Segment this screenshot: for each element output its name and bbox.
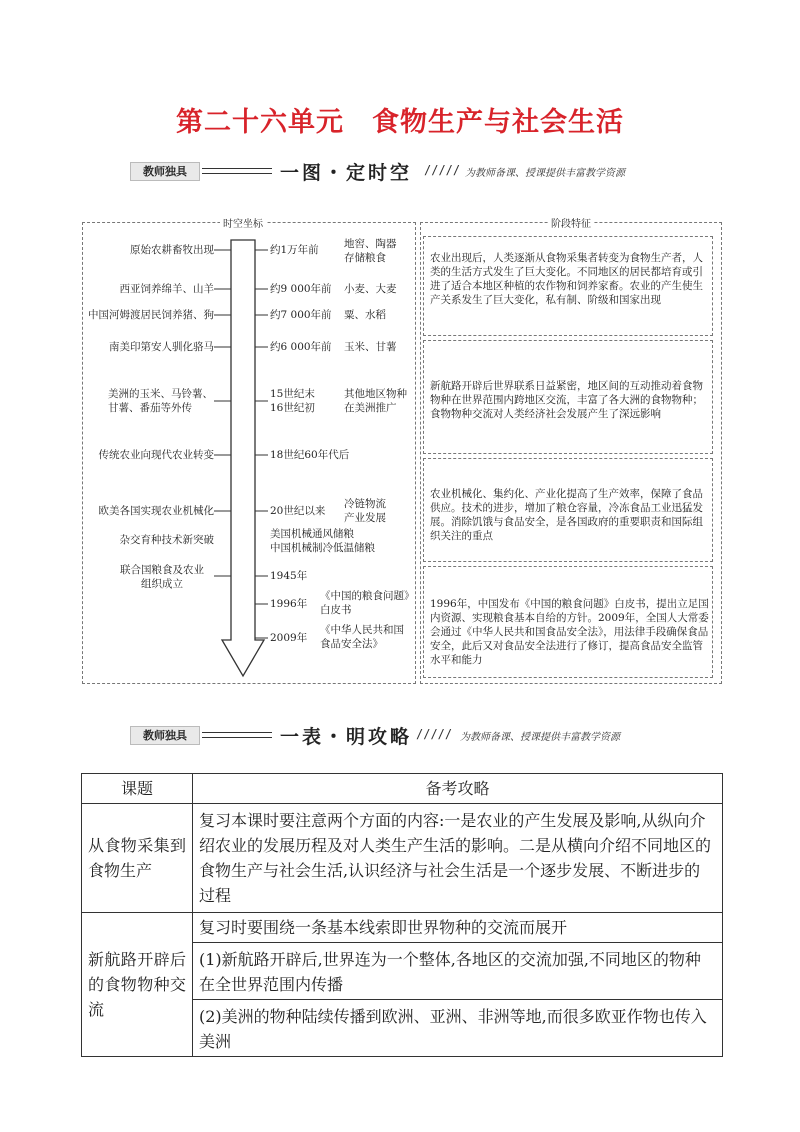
feature-box: 农业出现后，人类逐渐从食物采集者转变为食物生产者，人类的生活方式发生了巨大变化。不同地区的居民都培育或引进了适合本地区种植的农作物和饲养家畜。农业的产生使生产关系发生了巨大变化，私有制、阶级和国家出现 — [423, 236, 713, 336]
table-cell-topic: 新航路开辟后的食物物种交流 — [82, 913, 193, 1057]
section-heading: 一图・定时空 — [280, 162, 413, 184]
feature-box: 新航路开辟后世界联系日益紧密，地区间的互动推动着食物物种在世界范围内跨地区交流，丰富了各大洲的食物物种；食物物种交流对人类经济社会发展产生了深远影响 — [423, 340, 713, 454]
timeline-date: 15世纪末 16世纪初 — [270, 388, 315, 414]
timeline-date: 20世纪以来 — [270, 505, 326, 517]
table-header-row — [82, 774, 723, 804]
table-header: 课题 — [82, 774, 193, 804]
timeline-event-left: 欧美各国实现农业机械化 — [98, 505, 214, 517]
timeline-event-left: 南美印第安人驯化骆马 — [109, 341, 214, 353]
timeline-event-left: 传统农业向现代农业转变 — [98, 449, 214, 461]
timeline-event-left: 杂交育种技术新突破 — [119, 534, 214, 546]
timeline-note: 美国机械通风储粮 中国机械制冷低温储粮 — [270, 528, 375, 554]
table-cell-topic: 从食物采集到食物生产 — [82, 804, 193, 913]
timeline-note: 冷链物流 产业发展 — [344, 498, 386, 524]
timeline-note: 粟、水稻 — [344, 309, 386, 321]
teacher-badge: 教师独具 — [130, 726, 200, 745]
timeline-note: 《中华人民共和国 食品安全法》 — [320, 624, 404, 650]
features-panel-title: 阶段特征 — [548, 215, 594, 230]
section-note: 为教师备课、授课提供丰富教学资源 — [465, 168, 625, 179]
section-note: 为教师备课、授课提供丰富教学资源 — [460, 732, 620, 743]
strategy-text: 复习本课时要注意两个方面的内容:一是农业的产生发展及影响,从纵向介绍农业的发展历程及对人类生产生活的影响。二是从横向介绍不同地区的食物生产与社会生活,认识经济与社会生活是一个逐步发展、不断进步的过程 — [199, 811, 712, 905]
timeline-date: 约1万年前 — [270, 244, 319, 256]
timeline-note: 小麦、大麦 — [344, 283, 397, 295]
timeline-date: 1996年 — [270, 598, 308, 610]
strategy-text: (1)新航路开辟后,世界连为一个整体,各地区的交流加强,不同地区的物种在全世界范围内传播 — [193, 942, 722, 999]
table-row — [82, 913, 723, 1057]
timeline-event-left: 中国河姆渡居民饲养猪、狗 — [88, 309, 214, 321]
timeline-date: 18世纪60年代后 — [270, 449, 350, 461]
double-rule — [202, 168, 272, 174]
timeline-event-left: 原始农耕畜牧出现 — [130, 244, 214, 256]
page-title: 第二十六单元 食物生产与社会生活 — [176, 107, 624, 138]
timeline-date: 1945年 — [270, 570, 308, 582]
timeline-note: 其他地区物种 在美洲推广 — [344, 388, 407, 414]
feature-box: 1996年，中国发布《中国的粮食问题》白皮书，提出立足国内资源、实现粮食基本自给的方针。2009年，全国人大常委会通过《中华人民共和国食品安全法》，用法律手段确保食品安全，此后又对食品安全法进行了修订，提高食品安全监管水平和能力 — [423, 566, 713, 678]
slash-decoration-icon: ///// — [416, 727, 453, 741]
table-cell-strategy — [193, 913, 723, 1057]
timeline-note: 玉米、甘薯 — [344, 341, 397, 353]
timeline-event-left: 联合国粮食及农业 组织成立 — [120, 564, 204, 590]
section-heading: 一表・明攻略 — [280, 726, 413, 748]
timeline-date: 2009年 — [270, 632, 308, 644]
timeline-note: 《中国的粮食问题》 白皮书 — [320, 590, 415, 616]
teacher-badge: 教师独具 — [130, 162, 200, 181]
table-row — [82, 804, 723, 913]
strategy-text: (2)美洲的物种陆续传播到欧洲、亚洲、非洲等地,而很多欧亚作物也传入美洲 — [193, 999, 722, 1056]
timeline-date: 约7 000年前 — [270, 309, 332, 321]
timeline-date: 约9 000年前 — [270, 283, 332, 295]
section-banner-timeline — [130, 158, 690, 184]
double-rule — [202, 732, 272, 738]
timeline-event-left: 西亚饲养绵羊、山羊 — [119, 283, 214, 295]
timeline-event-left: 美洲的玉米、马铃薯、 甘薯、番茄等外传 — [108, 388, 213, 414]
section-banner-strategy — [130, 722, 690, 748]
timeline-note: 地窖、陶器 存储粮食 — [344, 238, 397, 264]
timeline-panel-title: 时空坐标 — [220, 215, 266, 230]
table-cell-strategy — [193, 804, 723, 913]
strategy-text: 复习时要围绕一条基本线索即世界物种的交流而展开 — [199, 918, 568, 937]
timeline-date: 约6 000年前 — [270, 341, 332, 353]
strategy-table — [81, 773, 723, 1057]
table-header: 备考攻略 — [193, 774, 723, 804]
feature-box: 农业机械化、集约化、产业化提高了生产效率，保障了食品供应。技术的进步，增加了粮仓容量，冷冻食品工业迅猛发展。消除饥饿与食品安全，是各国政府的重要职责和国际组织关注的重点 — [423, 458, 713, 562]
slash-decoration-icon: ///// — [424, 163, 461, 177]
